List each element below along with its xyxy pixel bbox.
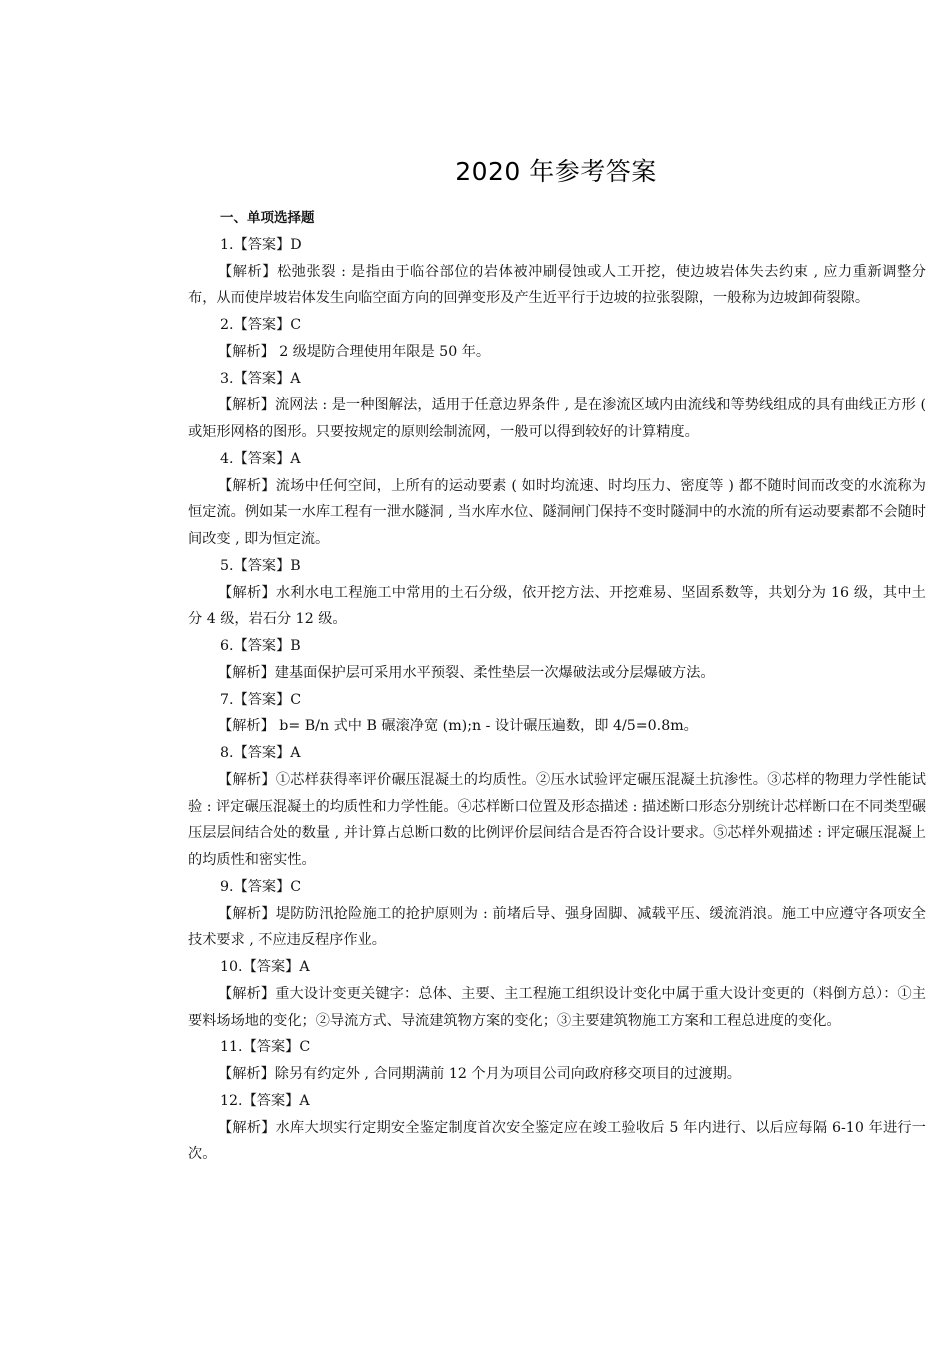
answer-line-7: 7.【答案】C — [220, 691, 302, 708]
explanation-8: 【解析】①芯样获得率评价碾压混凝土的均质性。②压水试验评定碾压混凝土抗渗性。③芯样的物理力学性能试验 : 评定碾压混凝土的均质性和力学性能。④芯样断口位置及形态描述 : 描述断口形态分别统计芯样断口在不同类型碾压层层间结合处的数量 , 并计算占总断口数的比例评价层间结合是否符合设计要求。⑤芯样外观描述 : 评定碾压混凝上的均质性和密实性。 — [188, 771, 926, 868]
answer-line-2: 2.【答案】C — [220, 317, 302, 333]
explanation-4: 【解析】流场中任何空间，上所有的运动要素 ( 如时均流速、时均压力、密度等 ) 都不随时间而改变的水流称为恒定流。例如某一水库工程有一泄水隧洞 , 当水库水位、隧洞闸门保持不变时隧洞中的水流的所有运动要素都不会随时间改变 , 即为恒定流。 — [188, 477, 926, 547]
section-heading: 一、单项选择题 — [220, 210, 315, 226]
answer-line-9: 9.【答案】C — [220, 878, 302, 895]
answer-line-12: 12.【答案】A — [220, 1092, 310, 1109]
explanation-3: 【解析】流网法 : 是一种图解法，适用于任意边界条件 , 是在渗流区域内由流线和等势线组成的具有曲线正方形 ( 或矩形网格的图形。只要按规定的原则绘制流网，一般可以得到较好的计算精度。 — [188, 397, 926, 440]
answer-line-1: 1.【答案】D — [220, 236, 302, 253]
answer-section — [188, 205, 926, 1168]
answer-line-10: 10.【答案】A — [220, 959, 310, 975]
explanation-1: 【解析】松弛张裂 : 是指由于临谷部位的岩体被冲刷侵蚀或人工开挖，使边坡岩体失去约束 , 应力重新调整分布，从而使岸坡岩体发生向临空面方向的回弹变形及产生近平行于边坡的拉张裂隙，一般称为边坡卸荷裂隙。 — [188, 263, 926, 307]
explanation-7: 【解析】 b= B/n 式中 B 碾滚净宽 (m);n - 设计碾压遍数，即 4/5=0.8m。 — [218, 718, 698, 735]
answer-line-5: 5.【答案】B — [220, 557, 301, 574]
explanation-2: 【解析】 2 级堤防合理使用年限是 50 年。 — [218, 343, 491, 360]
explanation-5: 【解析】水利水电工程施工中常用的土石分级，依开挖方法、开挖难易、坚固系数等，共划分为 16 级，其中土分 4 级，岩石分 12 级。 — [188, 584, 926, 628]
explanation-6: 【解析】建基面保护层可采用水平预裂、柔性垫层一次爆破法或分层爆破方法。 — [218, 664, 715, 681]
answer-line-8: 8.【答案】A — [220, 745, 301, 761]
answer-line-4: 4.【答案】A — [220, 450, 301, 467]
explanation-10: 【解析】重大设计变更关键字：总体、主要、主工程施工组织设计变化中属于重大设计变更的（料倒方总）：①主要料场场地的变化；②导流方式、导流建筑物方案的变化；③主要建筑物施工方案和工程总进度的变化。 — [188, 985, 926, 1029]
answer-line-6: 6.【答案】B — [220, 638, 301, 654]
answer-line-3: 3.【答案】A — [220, 370, 301, 387]
explanation-12: 【解析】水库大坝实行定期安全鉴定制度首次安全鉴定应在竣工验收后 5 年内进行、以后应每隔 6-10 年进行一次。 — [188, 1119, 926, 1163]
page-title: 2020 年参考答案 — [455, 157, 657, 186]
explanation-11: 【解析】除另有约定外 , 合同期满前 12 个月为项目公司向政府移交项目的过渡期。 — [218, 1066, 741, 1082]
answer-line-11: 11.【答案】C — [220, 1039, 311, 1056]
explanation-9: 【解析】堤防防汛抢险施工的抢护原则为 : 前堵后导、强身固脚、减载平压、缓流消浪。施工中应遵守各项安全技术要求 , 不应违反程序作业。 — [188, 905, 926, 949]
